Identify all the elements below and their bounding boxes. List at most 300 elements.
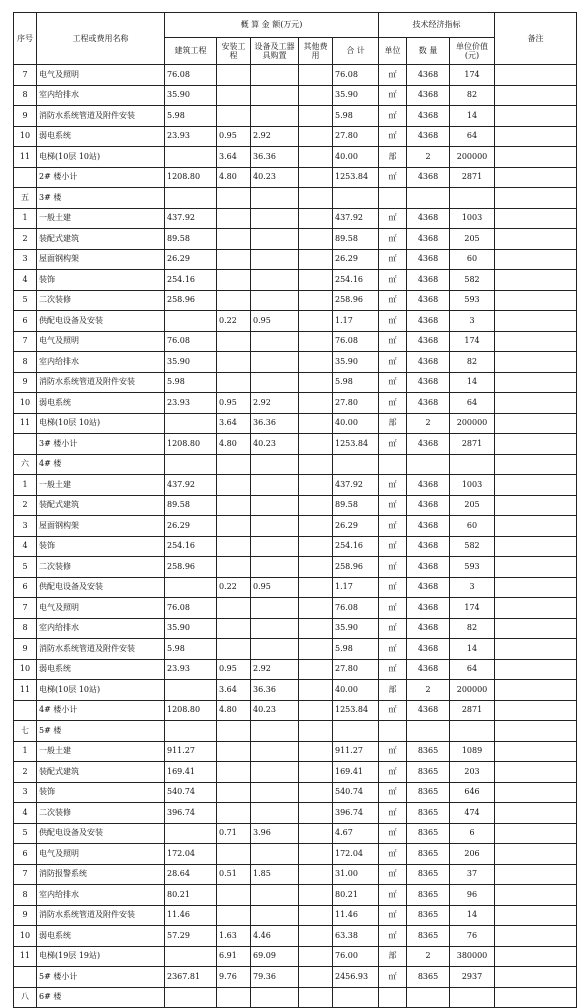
cell-remark [495,516,577,537]
cell-install: 3.64 [217,413,251,434]
table-row [14,65,577,86]
cell-remark [495,147,577,168]
cell-total: 35.90 [333,618,379,639]
cell-name: 室内给排水 [37,618,165,639]
cell-unit-price: 380000 [450,946,495,967]
cell-qty: 8365 [407,762,450,783]
cell-build: 23.93 [165,659,217,680]
cell-unit-price: 582 [450,536,495,557]
cell-other [299,721,333,742]
cell-seq: 2 [14,495,37,516]
cell-equip [251,352,299,373]
cell-other [299,618,333,639]
cell-unit-price: 582 [450,270,495,291]
cell-name: 电气及照明 [37,331,165,352]
table-row [14,905,577,926]
cell-name: 二次装修 [37,290,165,311]
cell-unit: ㎡ [379,311,407,332]
cell-name: 消防水系统管道及附件安装 [37,372,165,393]
cell-equip [251,270,299,291]
cell-unit-price: 174 [450,331,495,352]
table-row [14,803,577,824]
cell-unit-price: 205 [450,495,495,516]
cell-remark [495,290,577,311]
cell-unit-price: 200000 [450,147,495,168]
cell-unit-price: 60 [450,516,495,537]
cell-build: 89.58 [165,495,217,516]
cell-unit-price: 203 [450,762,495,783]
cell-build: 76.08 [165,65,217,86]
cell-build: 5.98 [165,106,217,127]
cell-unit [379,188,407,209]
cell-unit [379,454,407,475]
cell-seq: 10 [14,926,37,947]
cell-unit: ㎡ [379,905,407,926]
table-row [14,557,577,578]
cell-qty: 8365 [407,905,450,926]
cell-total: 4.67 [333,823,379,844]
cell-build: 26.29 [165,249,217,270]
cell-unit: ㎡ [379,331,407,352]
cell-seq: 2 [14,762,37,783]
cell-build [165,823,217,844]
cell-remark [495,926,577,947]
cell-other [299,659,333,680]
cell-total: 11.46 [333,905,379,926]
cell-unit: ㎡ [379,352,407,373]
cell-other [299,885,333,906]
header-install: 安装工程 [217,38,251,65]
cell-build: 5.98 [165,639,217,660]
table-body [14,65,577,1008]
cell-total: 35.90 [333,352,379,373]
cell-remark [495,885,577,906]
cell-unit-price: 14 [450,372,495,393]
cell-equip: 2.92 [251,393,299,414]
cell-install [217,495,251,516]
cell-unit: ㎡ [379,639,407,660]
cell-remark [495,413,577,434]
cell-remark [495,536,577,557]
cell-unit: ㎡ [379,290,407,311]
cell-remark [495,598,577,619]
cell-equip: 36.36 [251,413,299,434]
cell-unit-price: 82 [450,352,495,373]
cell-remark [495,557,577,578]
cell-build: 1208.80 [165,434,217,455]
cell-unit: ㎡ [379,270,407,291]
table-row [14,782,577,803]
cell-name: 供配电设备及安装 [37,311,165,332]
cell-qty: 4368 [407,85,450,106]
cell-install [217,905,251,926]
cell-seq: 5 [14,290,37,311]
cell-unit: ㎡ [379,208,407,229]
table-row [14,536,577,557]
cell-equip [251,454,299,475]
cell-unit-price: 96 [450,885,495,906]
cell-total: 80.21 [333,885,379,906]
cell-remark [495,167,577,188]
budget-table [13,12,577,1008]
cell-seq: 5 [14,823,37,844]
cell-equip [251,844,299,865]
cell-install: 0.51 [217,864,251,885]
cell-name: 一般土建 [37,208,165,229]
cell-other [299,741,333,762]
cell-unit-price [450,454,495,475]
cell-remark [495,229,577,250]
table-row [14,926,577,947]
cell-other [299,393,333,414]
cell-build: 258.96 [165,557,217,578]
cell-unit-price: 2871 [450,700,495,721]
cell-unit-price: 174 [450,65,495,86]
cell-other [299,987,333,1008]
cell-total: 76.08 [333,331,379,352]
cell-unit-price: 646 [450,782,495,803]
table-row [14,393,577,414]
cell-equip: 2.92 [251,126,299,147]
cell-qty: 8365 [407,844,450,865]
cell-install [217,331,251,352]
cell-remark [495,721,577,742]
cell-qty: 8365 [407,803,450,824]
cell-total: 40.00 [333,413,379,434]
cell-unit: ㎡ [379,926,407,947]
cell-install [217,106,251,127]
cell-name: 装饰 [37,782,165,803]
cell-remark [495,967,577,988]
cell-seq: 7 [14,864,37,885]
cell-unit-price: 3 [450,311,495,332]
cell-other [299,126,333,147]
cell-qty [407,454,450,475]
cell-qty: 4368 [407,126,450,147]
cell-total: 27.80 [333,393,379,414]
cell-name: 电梯(10层 10站) [37,680,165,701]
cell-remark [495,946,577,967]
cell-install: 0.95 [217,126,251,147]
cell-remark [495,331,577,352]
cell-qty: 4368 [407,290,450,311]
cell-other [299,639,333,660]
cell-equip [251,721,299,742]
table-row [14,454,577,475]
cell-seq: 6 [14,311,37,332]
header-build: 建筑工程 [165,38,217,65]
header-tech-group: 技术经济指标 [379,13,495,38]
cell-remark [495,270,577,291]
cell-other [299,352,333,373]
cell-other [299,249,333,270]
cell-seq: 7 [14,598,37,619]
header-unit: 单位 [379,38,407,65]
cell-seq: 11 [14,680,37,701]
cell-unit: ㎡ [379,557,407,578]
table-row [14,885,577,906]
cell-install [217,516,251,537]
cell-name: 屋面钢构架 [37,249,165,270]
cell-other [299,413,333,434]
table-row [14,167,577,188]
cell-seq: 10 [14,659,37,680]
cell-total: 1253.84 [333,700,379,721]
table-row [14,700,577,721]
table-row [14,680,577,701]
cell-equip [251,618,299,639]
cell-unit-price: 1003 [450,475,495,496]
cell-equip: 4.46 [251,926,299,947]
cell-name: 装饰 [37,536,165,557]
cell-equip [251,741,299,762]
cell-build: 35.90 [165,352,217,373]
cell-remark [495,844,577,865]
cell-qty: 4368 [407,659,450,680]
table-row [14,229,577,250]
cell-seq: 2 [14,229,37,250]
cell-unit: ㎡ [379,167,407,188]
cell-seq: 11 [14,413,37,434]
cell-unit-price: 82 [450,85,495,106]
cell-qty: 4368 [407,393,450,414]
cell-build [165,454,217,475]
cell-name: 电梯(10层 10站) [37,147,165,168]
cell-build: 1208.80 [165,167,217,188]
cell-seq: 11 [14,147,37,168]
cell-qty: 8365 [407,782,450,803]
cell-install: 4.80 [217,700,251,721]
cell-unit-price: 174 [450,598,495,619]
header-equip: 设备及工器具购置 [251,38,299,65]
cell-equip [251,885,299,906]
cell-remark [495,618,577,639]
header-remark: 备注 [495,13,577,65]
cell-name: 消防报警系统 [37,864,165,885]
cell-unit: ㎡ [379,844,407,865]
cell-build: 396.74 [165,803,217,824]
header-seq: 序号 [14,13,37,65]
cell-unit: ㎡ [379,516,407,537]
cell-equip: 40.23 [251,700,299,721]
cell-unit: ㎡ [379,659,407,680]
cell-build [165,577,217,598]
cell-qty: 8365 [407,926,450,947]
cell-qty: 4368 [407,372,450,393]
cell-seq: 4 [14,270,37,291]
cell-install [217,885,251,906]
cell-unit: ㎡ [379,393,407,414]
cell-seq: 8 [14,85,37,106]
cell-name: 弱电系统 [37,126,165,147]
cell-seq: 9 [14,106,37,127]
table-row [14,372,577,393]
cell-other [299,208,333,229]
cell-remark [495,188,577,209]
table-row [14,434,577,455]
cell-equip: 1.85 [251,864,299,885]
cell-unit: ㎡ [379,782,407,803]
cell-remark [495,577,577,598]
cell-other [299,147,333,168]
cell-remark [495,126,577,147]
cell-unit-price: 200000 [450,680,495,701]
cell-install [217,557,251,578]
cell-other [299,864,333,885]
cell-other [299,290,333,311]
cell-remark [495,741,577,762]
cell-total: 26.29 [333,249,379,270]
cell-install: 0.71 [217,823,251,844]
cell-seq: 11 [14,946,37,967]
cell-remark [495,434,577,455]
cell-total: 172.04 [333,844,379,865]
header-qty: 数 量 [407,38,450,65]
cell-equip [251,106,299,127]
cell-total: 540.74 [333,782,379,803]
cell-total: 27.80 [333,126,379,147]
cell-seq [14,700,37,721]
cell-build: 2367.81 [165,967,217,988]
cell-name: 5# 楼 [37,721,165,742]
cell-name: 室内给排水 [37,885,165,906]
cell-unit-price [450,721,495,742]
cell-unit-price: 64 [450,126,495,147]
cell-total: 1253.84 [333,434,379,455]
table-row [14,188,577,209]
cell-seq: 六 [14,454,37,475]
cell-total: 89.58 [333,495,379,516]
cell-other [299,495,333,516]
cell-unit: ㎡ [379,249,407,270]
cell-total: 1.17 [333,311,379,332]
cell-remark [495,782,577,803]
cell-build [165,413,217,434]
table-row [14,331,577,352]
cell-other [299,577,333,598]
cell-other [299,454,333,475]
cell-other [299,905,333,926]
cell-total: 254.16 [333,536,379,557]
cell-total: 63.38 [333,926,379,947]
cell-qty: 4368 [407,434,450,455]
header-unit-price: 单位价值(元) [450,38,495,65]
cell-other [299,229,333,250]
table-row [14,85,577,106]
cell-seq: 4 [14,803,37,824]
cell-unit: ㎡ [379,475,407,496]
cell-build: 28.64 [165,864,217,885]
cell-remark [495,803,577,824]
cell-build: 258.96 [165,290,217,311]
cell-build: 437.92 [165,208,217,229]
cell-build: 437.92 [165,475,217,496]
cell-total [333,188,379,209]
cell-unit-price: 6 [450,823,495,844]
cell-unit: ㎡ [379,372,407,393]
cell-seq: 6 [14,577,37,598]
cell-name: 电梯(19层 19站) [37,946,165,967]
table-row [14,208,577,229]
cell-unit: 部 [379,680,407,701]
cell-install [217,85,251,106]
cell-seq: 8 [14,885,37,906]
cell-name: 电气及照明 [37,598,165,619]
cell-build: 26.29 [165,516,217,537]
cell-unit-price: 2937 [450,967,495,988]
cell-name: 室内给排水 [37,352,165,373]
cell-name: 消防水系统管道及附件安装 [37,106,165,127]
cell-install: 3.64 [217,147,251,168]
table-row [14,413,577,434]
cell-unit: ㎡ [379,229,407,250]
cell-install [217,844,251,865]
cell-equip [251,85,299,106]
cell-unit: 部 [379,147,407,168]
cell-equip [251,475,299,496]
cell-total: 2456.93 [333,967,379,988]
cell-remark [495,85,577,106]
cell-qty: 4368 [407,106,450,127]
cell-total [333,987,379,1008]
cell-build: 76.08 [165,331,217,352]
cell-total: 26.29 [333,516,379,537]
cell-qty: 4368 [407,65,450,86]
cell-unit: ㎡ [379,864,407,885]
table-header [14,13,577,65]
cell-install: 9.76 [217,967,251,988]
cell-unit-price: 205 [450,229,495,250]
table-row [14,823,577,844]
cell-install [217,618,251,639]
cell-unit: ㎡ [379,495,407,516]
cell-seq: 五 [14,188,37,209]
cell-qty: 8365 [407,967,450,988]
cell-install: 0.95 [217,393,251,414]
budget-table-page [13,12,576,1008]
cell-name: 二次装修 [37,803,165,824]
cell-other [299,967,333,988]
table-row [14,516,577,537]
cell-total: 40.00 [333,680,379,701]
cell-name: 5# 楼小计 [37,967,165,988]
cell-build [165,680,217,701]
cell-total: 437.92 [333,475,379,496]
cell-total: 27.80 [333,659,379,680]
table-row [14,249,577,270]
cell-equip: 0.95 [251,311,299,332]
table-row [14,844,577,865]
cell-unit-price: 3 [450,577,495,598]
cell-unit-price: 37 [450,864,495,885]
cell-other [299,782,333,803]
cell-install: 6.91 [217,946,251,967]
cell-other [299,516,333,537]
cell-equip: 36.36 [251,680,299,701]
cell-name: 4# 楼 [37,454,165,475]
cell-install [217,249,251,270]
cell-unit-price [450,188,495,209]
cell-other [299,700,333,721]
cell-qty: 4368 [407,270,450,291]
table-row [14,290,577,311]
cell-equip [251,249,299,270]
cell-other [299,475,333,496]
cell-unit-price: 593 [450,557,495,578]
table-row [14,946,577,967]
cell-total: 1.17 [333,577,379,598]
cell-build: 1208.80 [165,700,217,721]
